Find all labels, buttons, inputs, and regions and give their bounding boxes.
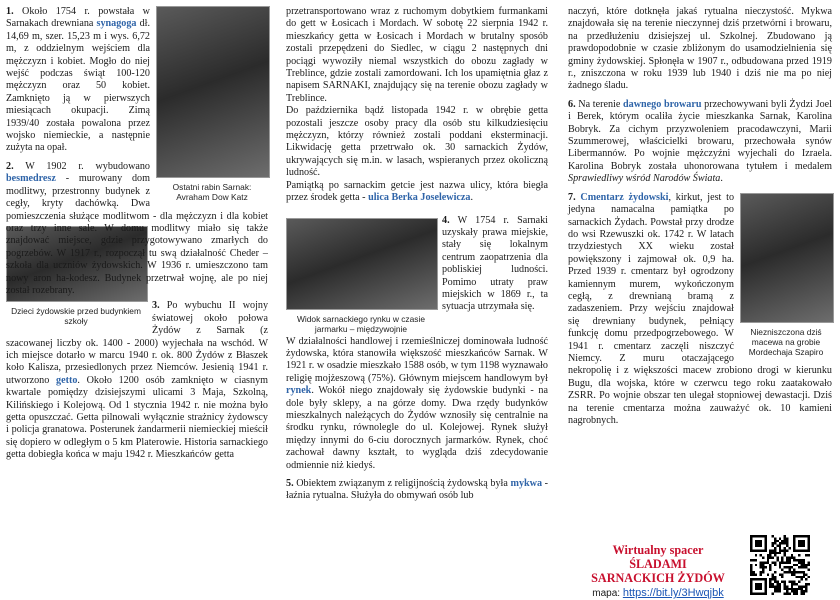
section-2-text-b: - murowany dom modlitwy, przestronny budynek z cegły, kryty dachówką. Dwa pomieszczenia służące modlitwom - dla mężczyzn i dla kobiet oraz trzy inne sale. W domu modlitwy miało się także znajdować miejsce, gdzie przygotowywano zmarłych do pogrzebów. W 1917 r., rozpoczął tu swą działalność Cheder – szkoła dla uczniów żydowskich. W 1936 r. umieszczono tam nowy aron ha-kodesz. Budynek przetrwał wojnę, ale po niej został rozebrany. <box>6 173 268 296</box>
section-7-number: 7. <box>568 191 576 203</box>
qr-code-icon[interactable] <box>750 535 810 595</box>
section-1-text-a: Około 1754 r. powstała w Sarnakach drewniana <box>6 6 150 30</box>
rabbi-figure <box>156 6 268 202</box>
section-4-text-c: . Wokół niego znajdowały się żydowskie budynki - na dole były sklepy, a na górze domy. Dwa rzędy budynków mieszkalnych należących do Żydów wznosiły się centralnie na środku rynku, równolegle do ul. Kolejowej. Rynek służył między innymi do 6-ciu dorocznych jarmarków. Rynek, choć zachował dawny kształt, to wygląda dziś zdecydowanie odmiennie niż kiedyś. <box>286 385 548 471</box>
section-3-text-b: . Około 1200 osób zamknięto w ciasnym kwartale pomiędzy dzisiejszymi ulicami 3 Maja, Szkolną, Kilińskiego i Kolejową. Od 1 stycznia 1942 r. nie można było getta opuszczać. Getta pilnowali wyłącznie strażnicy żydowscy i policja granatowa. Posterunek żandarmerii niemieckiej mieścił się dopiero w odległym o 5 km Platerowie. Historia sarnackiego getta dobiegła końca w maju 1942 r. Mieszkańców getta <box>6 374 269 461</box>
section-6-text-a: Na terenie <box>578 98 621 110</box>
children-caption: Dzieci żydowskie przed budynkiem szkoły <box>11 306 141 327</box>
section-2-text-a: W 1902 r. wybudowano <box>25 160 150 172</box>
rabbi-caption: Ostatni rabin Sarnak: Avraham Dow Katz <box>172 182 252 202</box>
macewa-figure <box>740 193 832 357</box>
promo-line-1: Wirtualny spacer <box>612 543 704 557</box>
getto-keyword: getto <box>56 374 78 386</box>
macewa-caption: Niezniszczona dziś macewa na grobie Mordechaja Szapiro <box>748 326 824 357</box>
section-4-text-a: W 1754 r. Sarnaki uzyskały prawa miejskie, stały się lokalnym centrum zaopatrzenia dla pobliskiej ludności. Pomimo utraty praw miejskich w 1869 r., ta sytuacja utrzymała się. <box>442 214 548 313</box>
street-memory-text <box>286 180 548 205</box>
macewa-photo <box>740 193 834 323</box>
virtual-walk-promo <box>568 543 748 600</box>
righteous-title: Sprawiedliwy wśród Narodów Świata <box>568 173 721 185</box>
rynek-keyword: rynek <box>286 385 312 397</box>
section-4-text-b: W działalności handlowej i rzemieślniczej dominowała ludność żydowska, która stanowiła większość mieszkańców Sarnak. W 1921 r. w osadzie mieszkało 1588 osób, w tym 1198 wyznawało religię mojżeszową (75%). Głównym miejscem handlowym był <box>286 335 548 384</box>
section-2-number: 2. <box>6 160 14 172</box>
column-1 <box>6 6 268 465</box>
market-caption: Widok sarnackiego rynku w czasie jarmarku – międzywojnie <box>296 313 425 334</box>
section-7-text: , kirkut, jest to jedyna namacalna pamiątka po sarnackich Żydach. Powstał przy drodze do wsi Rzewuszki ok. 1742 r. W latach trzydziestych XX wieku został powiększony i zajmował ok. 0,9 ha. Przed 1939 r. cmentarz był ogrodzony kamiennym murem, wykończonym cegłą, z drewnianą bramą z zadaszeniem. Przy wejściu znajdował się drewniany budynek, pełniący funkcję domu przedpogrzebowego. W 1941 r. cmentarz zaczęli niszczyć Niemcy. Z muru otaczającego nekropolię i z większości macew zrobiono drogi w kierunku Bugu, dla wojska, które w czerwcu tego roku zaatakowało ZSRR. Po wojnie obszar ten ulegał stopniowej dewastacji. Dziś na terenie cmentarza można zauważyć ok. 10 kamieni nagrobnych. <box>568 191 832 426</box>
column-2 <box>286 6 548 506</box>
map-label: mapa: <box>592 588 621 599</box>
section-5-number: 5. <box>286 477 294 489</box>
section-5-continued: naczyń, które dotknęła jakaś rytualna nieczystość. Mykwa znajdowała się na terenie nieczynnej dziś przetwórni i browaru, na przedłużeniu dzisiejszej ul. Szkolnej. Zbudowano ją prawdopodobnie w czasie zbliżonym do usamodzielnienia się gminy żydowskiej. Spłonęła w 1907 r., odbudowana przed 1919 r., zniszczona w roku 1939 lub 1940 i dziś nie ma po niej żadnego śladu. <box>568 6 832 92</box>
section-5-text-b: - łaźnia rytualna. Służyła do obmywań osób lub <box>286 477 549 502</box>
section-6-text-b: przechowywani byli Żydzi Joel i Berek, którym ocaliła życie mieszkanka Sarnak, Karolina Bobryk. Za cichym przyzwoleniem pracodawczyni, Marii Szummerowej, właścicielki browaru, przechowała synów Libermannów. Po wojnie mężczyźni wyjechali do Izraela. Karolina Bobryk została uhonorowana tytułem i medalem <box>568 98 832 172</box>
column-3 <box>568 6 832 430</box>
street-memory-text-b: . <box>470 192 473 204</box>
section-6 <box>568 99 832 186</box>
street-memory-text-a: Pamiątką po sarnackim getcie jest nazwa ulicy, która biegła przez środek getta - <box>286 179 548 204</box>
browar-keyword: dawnego browaru <box>623 98 702 110</box>
promo-line-2: ŚLADAMI <box>629 557 687 571</box>
market-photo <box>286 218 438 310</box>
section-3-text-a: Po wybuchu II wojny światowej około połowa Żydów z Sarnak (z szacowanej liczby ok. 1400 - 2000) wyjechała na wschód. W ich miejsce dotarło w marcu 1940 r. ok. 800 Żydów z Błaszek koło Kalisza, przesiedlonych przez Niemców. Jesienią 1941 r. utworzono <box>6 300 269 386</box>
promo-line-3: SARNACKICH ŻYDÓW <box>591 571 725 585</box>
section-4-number: 4. <box>442 214 450 226</box>
ulica-berka-keyword: ulica Berka Joselewicza <box>368 192 471 204</box>
rabbi-photo <box>156 6 270 178</box>
mykwa-keyword: mykwa <box>510 477 543 489</box>
map-link[interactable]: https://bit.ly/3Hwqjbk <box>622 587 724 599</box>
section-5 <box>286 478 548 503</box>
section-3-number: 3. <box>152 300 160 312</box>
section-1-number: 1. <box>6 6 14 17</box>
section-5-text-a: Obiektem związanym z religijnością żydowską była <box>296 477 508 489</box>
section-6-text-c: . <box>720 173 723 185</box>
section-4-trade <box>286 336 548 472</box>
section-1-text-b: dł. 14,69 m, szer. 15,23 m i wys. 6,72 m, z oddzielnym wejściem dla mężczyzn i kobiet. Mogło do niej wejść podczas świąt 100-120 mężczyzn oraz 50 kobiet. Zamknięto ją w pierwszych miesiącach okupacji. Zimą 1939/40 została powalona przez wojsko niemieckie, a następnie zużyta na opał. <box>6 18 150 154</box>
section-3-continued: przetransportowano wraz z ruchomym dobytkiem furmankami do gett w Łosicach i Mordach. W sobotę 22 sierpnia 1942 r. mieszkańcy getta w Łosicach i Mordach w brutalny sposób zostali przepędzeni do Siedlec, w ciągu 2 następnych dni pociągi wywoziły niemal wszystkich do obozu zagłady w Treblince, gdzie zostali zamordowani. Ich los upamiętnia głaz z napisem SARNAKI, znajdujący się na terenie obozu zagłady w Treblince. <box>286 6 548 104</box>
map-line <box>568 587 748 600</box>
market-figure <box>286 218 436 334</box>
synagoga-keyword: synagoga <box>96 18 137 30</box>
ghetto-liquidation-text: Do października bądź listopada 1942 r. w obrębie getta pozostali jeszcze osoby pracy dla osób stu kilkudziesięciu mężczyzn, którzy również zostali poddani eksterminacji. Likwidację getta przetrwało ok. 30 sarnackich Żydów, ukrywających się m.in. w lasach, wspieranych przez okoliczną ludność. <box>286 105 548 179</box>
besmedresz-keyword: besmedresz <box>6 173 56 185</box>
cmentarz-keyword: Cmentarz żydowski <box>580 191 669 203</box>
section-6-number: 6. <box>568 98 576 110</box>
